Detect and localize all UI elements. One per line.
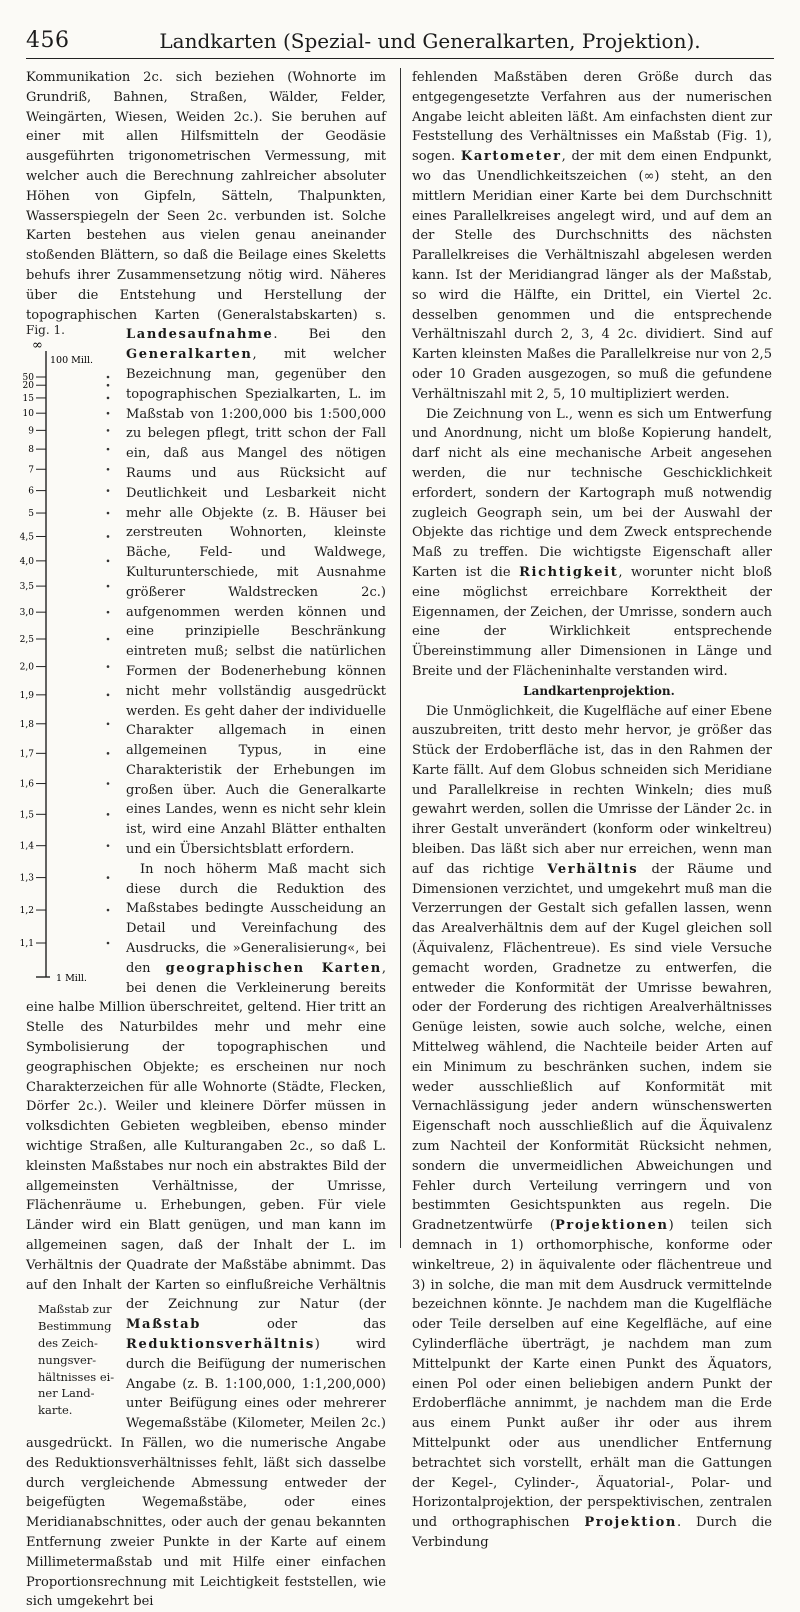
scale-tick-label: 1,7 bbox=[19, 749, 34, 760]
page-header bbox=[26, 28, 774, 59]
running-title: Landkarten (Spezial- und Generalkarten, Projektion). bbox=[159, 29, 701, 53]
scale-tick-label: 6 bbox=[28, 486, 34, 497]
kartometer-term: Kartometer bbox=[460, 149, 562, 165]
scale-bottom-label: 1 Mill. bbox=[56, 973, 87, 985]
scale-dot bbox=[107, 429, 110, 432]
scale-tick-label: 1,8 bbox=[19, 720, 34, 731]
right-column bbox=[412, 68, 773, 1550]
kartometer-scale bbox=[19, 337, 122, 992]
scale-dot bbox=[107, 560, 110, 563]
scale-dot bbox=[107, 536, 110, 539]
scale-tick-label: 10 bbox=[22, 409, 34, 420]
scale-tick-label: 4,5 bbox=[19, 532, 34, 543]
scale-dot bbox=[107, 376, 110, 379]
scale-dot bbox=[107, 585, 110, 588]
scale-dot bbox=[107, 813, 110, 816]
scale-dot bbox=[107, 638, 110, 641]
richtigkeit-term: Richtigkeit bbox=[519, 564, 619, 580]
scale-dot bbox=[107, 490, 110, 493]
scale-dot bbox=[107, 909, 110, 912]
geographische-karten-term: geographischen Karten bbox=[165, 960, 382, 976]
scale-tick-label: 1,9 bbox=[19, 691, 34, 702]
scale-tick-label: 1,5 bbox=[19, 810, 34, 821]
right-paragraph-3: Die Unmöglichkeit, die Kugelfläche auf einer Ebene auszubreiten, tritt desto mehr hervor, je größer das Stück der Erdoberfläche ist, das in den Rahmen der Karte fällt. Auf dem Globus schneiden sich Meridiane und Parallelkreise in rechten Winkeln; dies muß gewahrt werden, sollen die Umrisse der Länder 2c. in ihrer Gestalt unverändert (konform oder winkeltreu) bleiben. Das läßt sich aber nur erreichen, wenn man auf das richtige Verhältnis der Räume und Dimensionen verzichtet, und umgekehrt muß man die Verzerrungen der Gestalt sich gefallen lassen, wenn das Arealverhältnis dem auf der Kugel gleichen soll (Äquivalenz, Flächentreue). Es sind viele Versuche gemacht worden, Gradnetze zu entwerfen, die entweder die Konformität der Umrisse bewahren, oder der Forderung des richtigen Arealverhältnisses Genüge leisten, sowie auch solche, welche, einen Mittelweg wählend, die Nachteile beider Arten auf ein Minimum zu beschränken suchen, indem sie weder ausschließlich auf Konformität mit Vernachlässigung jeder andern wünschenswerten Eigenschaft noch ausschließlich auf die Äquivalenz zum Nachteil der Konformität Rücksicht nehmen, sondern die unvermeidlichen Abweichungen und Fehler durch Verteilung verringern und von bestimmten Gesichtspunkten aus regeln. Die Gradnetzentwürfe (Projektionen) teilen sich demnach in 1) orthomorphische, konforme oder winkeltreue, 2) in äquivalente oder flächentreue und 3) in solche, die man mit dem Ausdruck vermittelnde bezeichnen könnte. Je nachdem man die Kugelfläche oder Teile derselben auf eine Kegelfläche, auf eine Cylinderfläche überträgt, je nachdem man zum Mittelpunkt der Karte einen Punkt des Äquators, einen Pol oder einen beliebigen andern Punkt der Erdoberfläche annimmt, je nachdem man die Erde aus einem Punkt außer ihr oder aus ihrem Mittelpunkt oder aus unendlicher Entfernung betrachtet sich vorstellt, erhält man die Gattungen der Kegel-, Cylinder-, Äquatorial-, Polar- und Horizontalprojektion, der perspektivischen, zentralen und orthographischen Projektion. Durch die Verbindung bbox=[412, 703, 772, 1550]
scale-tick-label: 7 bbox=[28, 465, 34, 476]
scale-tick-label: 1,6 bbox=[19, 779, 34, 790]
page-number: 456 bbox=[26, 28, 70, 53]
figure-label: Fig. 1. bbox=[26, 323, 65, 338]
scale-tick-label: 1,4 bbox=[19, 842, 34, 853]
scale-tick-label: 2,0 bbox=[19, 662, 34, 673]
scale-top-label: 100 Mill. bbox=[50, 355, 94, 367]
infinity-label: ∞ bbox=[32, 338, 43, 354]
scale-tick-label: 4,0 bbox=[19, 557, 34, 568]
right-paragraph-1: fehlenden Maßstäben deren Größe durch das entgegengesetzte Verfahren aus der numerischen Angabe leicht ableiten läßt. Am einfachsten dient zur Feststellung des Verhältnisses ein Maßstab (Fig. 1), sogen. Kartometer, der mit dem einen Endpunkt, wo das Unendlichkeitszeichen (∞) steht, an den mittlern Meridian einer Karte bei dem Durchschnitt eines Parallelkreises angelegt wird, und auf dem an der Stelle des Durchschnitts des nächsten Parallelkreises die Verhältniszahl abgelesen werden kann. Ist der Meridiangrad länger als der Maßstab, so wird die Hälfte, ein Drittel, ein Viertel 2c. desselben genommen und die entsprechende Verhältniszahl durch 2, 3, 4 2c. dividiert. Sind auf Karten kleinsten Maßes die Parallelkreise nur von 2,5 oder 10 Graden ausgezogen, so muß die gefundene Verhältniszahl mit 2, 5, 10 multipliziert werden. bbox=[412, 70, 772, 402]
scale-dot bbox=[107, 752, 110, 755]
scale-tick-label: 1,1 bbox=[19, 939, 34, 950]
scale-tick-label: 8 bbox=[28, 445, 34, 456]
landesaufnahme-term: Landesaufnahme bbox=[126, 327, 274, 343]
projektionen-term: Projektionen bbox=[555, 1218, 669, 1234]
scale-dot bbox=[107, 723, 110, 726]
left-paragraph-1: Kommunikation 2c. sich beziehen (Wohnorte im Grundriß, Bahnen, Straßen, Wälder, Felder, Weingärten, Wiesen, Weiden 2c.). Sie beruhen auf einer mit allen Hilfsmitteln der Geodäsie ausgeführten trigonometrischen Vermessung, mit welcher auch die Berechnung zahlreicher absoluter Höhen von Gipfeln, Sätteln, Thalpunkten, Wasserspiegeln der Seen 2c. verbunden ist. Solche Karten bestehen aus vielen genau aneinander stoßenden Blättern, so daß die Beilage eines Skeletts behufs ihrer Zusammensetzung nötig wird. Näheres über die Entstehung und Herstellung der topographischen Karten (Generalstabskarten) s. Fig. 1. ∞ 100 Mill. 50 20 15 10 9 8 7 6 5 4,5 4,0 3,5 3,0 2,5 2,0 1,9 1,8 1,7 1,6 1,5 1,4 1,3 1,2 1,1 1 Mill. Landesaufnahme. Bei den Generalkarten, mit welcher Bezeichnung man, gegenüber den topographischen Spezialkarten, L. im Maßstab von 1:200,000 bis 1:500,000 zu belegen pflegt, tritt schon der Fall ein, daß aus Mangel des nötigen Raums und aus Rücksicht auf Deutlichkeit und Lesbarkeit nicht mehr alle Objekte (z. B. Häuser bei zerstreuten Wohnorten, kleinste Bäche, Feld- und Waldwege, Kulturunterschiede, mit Ausnahme größerer Waldstrecken 2c.) aufgenommen werden können und eine prinzipielle Beschränkung eintreten muß; selbst die natürlichen Formen der Bodenerhebung können nicht mehr vollständig ausgedrückt werden. Es geht daher der individuelle Charakter allgemach in einen allgemeinen Typus, in eine Charakteristik der Erhebungen im großen über. Auch die Generalkarte eines Landes, wenn es nicht sehr klein ist, wird eine Anzahl Blätter enthalten und ein Übersichtsblatt erfordern. bbox=[26, 68, 386, 860]
scale-tick-label: 3,5 bbox=[19, 582, 34, 593]
projektion-term: Projektion bbox=[584, 1515, 677, 1531]
scale-tick-label: 9 bbox=[28, 426, 34, 437]
scale-dot bbox=[107, 384, 110, 387]
right-paragraph-2: Die Zeichnung von L., wenn es sich um Entwerfung und Anordnung, nicht um bloße Kopierung handelt, darf nicht als eine mechanische Arbeit angesehen werden, die nur technische Geschicklichkeit erfordert, sondern der Kartograph muß notwendig zugleich Geograph sein, um bei der Auswahl der Objekte das richtige und dem Zweck entsprechende Maß zu treffen. Die wichtigste Eigenschaft aller Karten ist die Richtigkeit, worunter nicht bloß eine möglichst erreichbare Korrektheit der Eigennamen, der Zeichen, der Umrisse, sondern auch eine der Wirklichkeit entsprechende Übereinstimmung aller Dimensionen in Länge und Breite und der Flächeninhalte verstanden wird. bbox=[412, 406, 773, 679]
verhaeltnis-term: Verhältnis bbox=[547, 861, 639, 877]
scale-tick-label: 50 bbox=[22, 373, 34, 384]
scale-tick-label: 1,3 bbox=[19, 873, 34, 884]
column-divider bbox=[400, 68, 401, 1248]
scale-tick-label: 20 bbox=[22, 381, 34, 392]
masstab-term: Maßstab bbox=[126, 1317, 201, 1333]
scale-dot bbox=[107, 611, 110, 614]
scale-dot bbox=[107, 397, 110, 400]
left-paragraph-2: In noch höherm Maß macht sich diese durch die Reduktion des Maßstabes bedingte Ausscheidung an Detail und Vereinfachung des Ausdrucks, die »Generalisierung«, bei den geographischen Karten, bei denen die Verkleinerung bereits eine halbe Million überschreitet, geltend. Hier tritt an Stelle des Naturbildes mehr und mehr eine Symbolisierung der topographischen und geographischen Objekte; es erscheinen nur noch Charakterzeichen für alle Wohnorte (Städte, Flecken, Dörfer 2c.). Weiler und kleinere Dörfer müssen in volksdichten Gebieten wegbleiben, ebenso minder wichtige Straßen, alle Kulturangaben 2c., so daß L. kleinsten Maßstabes nur noch ein abstraktes Bild der allgemeinsten Verhältnisse, der Umrisse, Flächenräume u. Erhebungen, geben. Für viele Länder wird ein Blatt genügen, und man kann im allgemeinen sagen, daß der Inhalt der L. im Verhältnis der Quadrate der Maßstäbe abnimmt. Das auf den Inhalt der Karten so einflußreiche Verhältnis der Zeichnung zur Natur (der Maßstab zur Bestimmung des Zeich- nungsver- hältnisses ei- ner Land- karte. Maßstab oder das Reduktionsverhältnis) wird durch die Beifügung der numerischen Angabe (z. B. 1:100,000, 1:1,200,000) unter Beifügung eines oder mehrerer Wegemaßstäbe (Kilometer, Meilen 2c.) ausgedrückt. In Fällen, wo die numerische Angabe des Reduktionsverhältnisses fehlt, läßt sich dasselbe durch vergleichende Abmessung entweder der beigefügten Wegemaßstäbe, oder eines Meridianabschnittes, oder auch der genau bekannten Entfernung zweier Punkte in der Karte auf einem Millimetermaßstab und mit Hilfe einer einfachen Proportionsrechnung mit Leichtigkeit feststellen, wie sich umgekehrt bei bbox=[26, 861, 386, 1610]
scale-tick-label: 5 bbox=[28, 509, 34, 520]
scale-dot bbox=[107, 512, 110, 515]
kartometer-figure bbox=[19, 323, 122, 993]
generalkarten-term: Generalkarten bbox=[126, 347, 253, 363]
scale-dot bbox=[107, 694, 110, 697]
side-note: Maßstab zur Bestimmung des Zeich- nungsver- hältnisses ei- ner Land- karte. bbox=[38, 1302, 115, 1418]
scale-dot bbox=[107, 468, 110, 471]
scale-dot bbox=[107, 666, 110, 669]
scale-dot bbox=[107, 877, 110, 880]
scale-dot bbox=[107, 783, 110, 786]
scale-dot bbox=[107, 845, 110, 848]
scale-tick-label: 3,0 bbox=[19, 608, 34, 619]
scale-tick-label: 1,2 bbox=[19, 906, 34, 917]
scale-dot bbox=[107, 942, 110, 945]
scale-dot bbox=[107, 412, 110, 415]
section-heading: Landkartenprojektion. bbox=[523, 683, 675, 698]
scale-tick-label: 2,5 bbox=[19, 635, 34, 646]
reduktion-term: Reduktionsverhältnis bbox=[126, 1337, 315, 1352]
left-column bbox=[19, 68, 386, 1610]
scale-dot bbox=[107, 448, 110, 451]
scale-tick-label: 15 bbox=[22, 394, 34, 405]
